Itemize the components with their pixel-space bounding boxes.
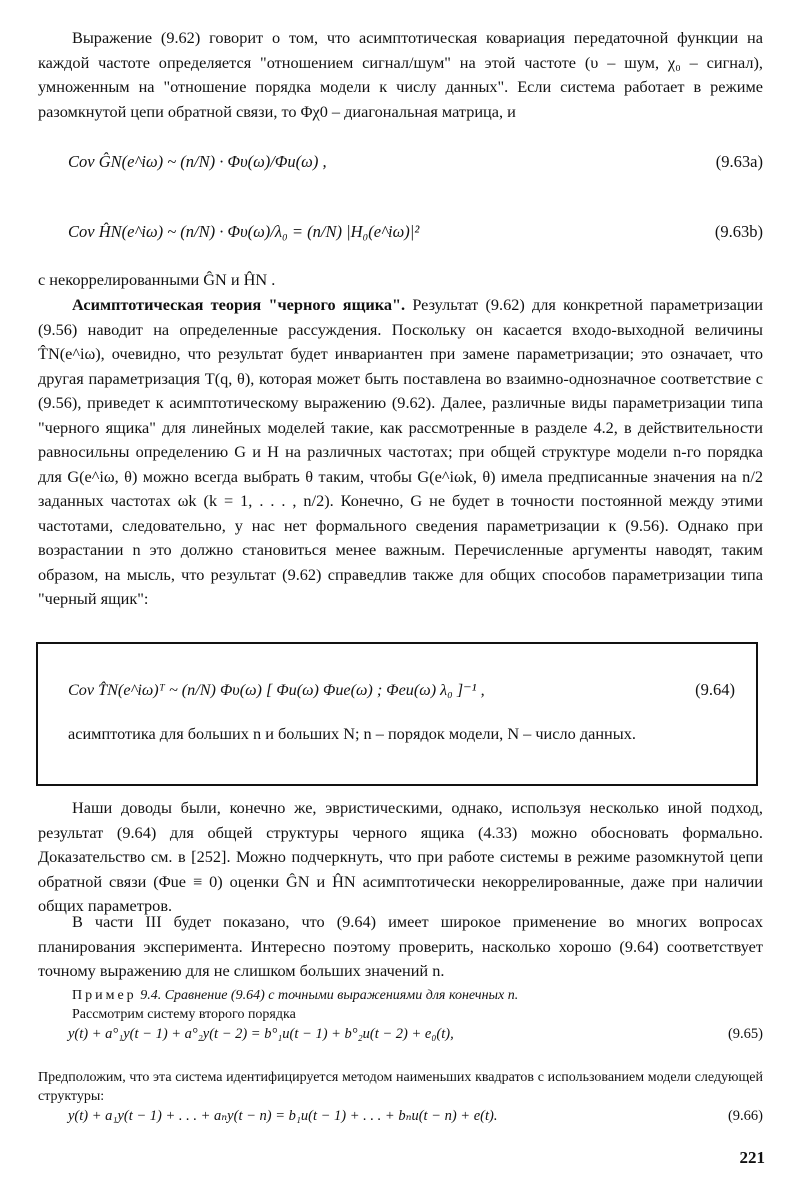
equation-number-9-66: (9.66) bbox=[727, 1108, 763, 1124]
paragraph-black-box-theory bbox=[38, 293, 763, 612]
paragraph-part-three: В части III будет показано, что (9.64) имеет широкое применение во многих вопросах планирования эксперимента. Интересно поэтому проверить, насколько хорошо (9.64) соответствует точному выражению для не слишком больших значений n. bbox=[38, 912, 763, 980]
equation-9-63a: Cov ĜN(e^iω) ~ (n/N) · Φυ(ω)/Φu(ω) , bbox=[68, 152, 327, 171]
paragraph-least-squares: Предположим, что эта система идентифицируется методом наименьших квадратов с использованием модели следующей структуры: bbox=[38, 1070, 763, 1104]
boxed-caption: асимптотика для больших n и больших N; n – порядок модели, N – число данных. bbox=[68, 724, 636, 743]
section-heading: Асимптотическая теория "черного ящика". bbox=[72, 295, 406, 314]
example-heading bbox=[38, 986, 763, 1005]
paragraph-uncorrelated: с некоррелированными ĜN и ĤN . bbox=[38, 270, 276, 289]
equation-number-9-63a: (9.63a) bbox=[715, 152, 763, 171]
paragraph-intro: Выражение (9.62) говорит о том, что асимптотическая ковариация передаточной функции на каждой частоте определяется "отношением сигнал/шум" на этой частоте (υ – шум, χ₀ – сигнал), умноженным на "отношение порядка модели к числу данных". Если система работает в режиме разомкнутой цепи обратной связи, то Φχ0 – диагональная матрица, и bbox=[38, 28, 763, 121]
example-label: Пример bbox=[72, 988, 137, 1003]
equation-number-9-65: (9.65) bbox=[727, 1026, 763, 1042]
paragraph-black-box-body: Результат (9.62) для конкретной параметризации (9.56) наводит на определенные рассуждения. Поскольку он касается входо-выходной величины T̂N(e^iω), очевидно, что результат будет инвариантен при замене параметризации; это означает, что другая параметризация T(q, θ), которая может быть поставлена во взаимно-однозначное соответствие с (9.56), приведет к асимптотическому выражению (9.62). Далее, различные виды параметризации типа "черного ящика" для линейных моделей такие, как рассмотренные в разделе 4.2, в действительности равносильны определению G и H на различных частотах; при общей структуре модели n-го порядка для G(e^iω, θ) можно всегда выбрать θ таким, чтобы G(e^iωk, θ) имела предписанные значения на n/2 заданных частотах ωk (k = 1, . . . , n/2). Конечно, G не будет в точности постоянной между этими частотами, следовательно, у нас нет формального сведения параметризации к (9.56). Однако при возрастании n это должно становиться менее важным. Перечисленные аргументы наводят, таким образом, на мысль, что результат (9.62) справедлив также для общих способов параметризации типа "черный ящик": bbox=[38, 295, 763, 608]
page-number: 221 bbox=[739, 1148, 765, 1167]
equation-9-64: Cov T̂N(e^iω)ᵀ ~ (n/N) Φυ(ω) [ Φu(ω) Φue(ω) ; Φeu(ω) λ₀ ]⁻¹ , bbox=[68, 681, 485, 699]
example-title: 9.4. Сравнение (9.64) с точными выражениями для конечных n. bbox=[140, 988, 519, 1003]
paragraph-heuristic: Наши доводы были, конечно же, эвристическими, однако, используя несколько иной подход, результат (9.64) для общей структуры черного ящика (4.33) можно обосновать формально. Доказательство см. в [252]. Можно подчеркнуть, что при работе системы в режиме разомкнутой цепи обратной связи (Φue ≡ 0) оценки ĜN и ĤN асимптотически некоррелированные, даже при наличии общих параметров. bbox=[38, 798, 763, 915]
equation-9-66: y(t) + a₁y(t − 1) + . . . + aₙy(t − n) = b₁u(t − 1) + . . . + bₙu(t − n) + e(t). bbox=[68, 1108, 498, 1124]
boxed-result bbox=[36, 642, 758, 786]
equation-number-9-63b: (9.63b) bbox=[714, 222, 763, 241]
equation-9-65: y(t) + a°₁y(t − 1) + a°₂y(t − 2) = b°₁u(t − 1) + b°₂u(t − 2) + e₀(t), bbox=[68, 1026, 454, 1042]
equation-number-9-64: (9.64) bbox=[695, 680, 735, 699]
equation-9-63b: Cov ĤN(e^iω) ~ (n/N) · Φυ(ω)/λ₀ = (n/N) |H₀(e^iω)|² bbox=[68, 222, 420, 241]
example-intro: Рассмотрим систему второго порядка bbox=[72, 1007, 296, 1022]
